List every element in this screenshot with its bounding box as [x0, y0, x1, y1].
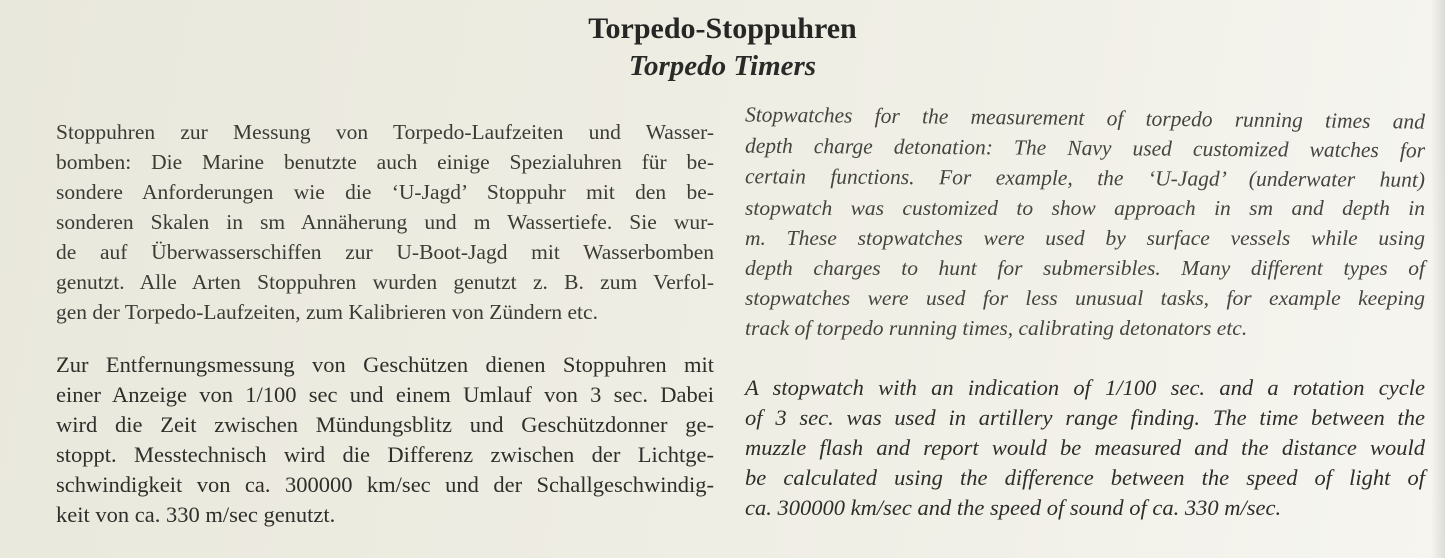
- text-line: ca. 300000 km/sec and the speed of sound of ca. 330 m/sec.: [745, 495, 1282, 520]
- text-line: de auf Überwasserschiffen zur U-Boot-Jagd mit Wasserbomben: [56, 240, 714, 264]
- text-line: be calculated using the difference between the speed of light of: [745, 465, 1425, 490]
- text-line: schwindigkeit von ca. 300000 km/sec und der Schallgeschwindig-: [56, 472, 714, 497]
- page-title: Torpedo-Stoppuhren: [588, 12, 857, 45]
- text-line: gen der Torpedo-Laufzeiten, zum Kalibrieren von Zündern etc.: [56, 300, 598, 324]
- text-line: Stopwatches for the measurement of torpedo running times and: [744, 102, 1426, 134]
- text-line: A stopwatch with an indication of 1/100 sec. and a rotation cycle: [745, 375, 1425, 400]
- text-line: stopwatches were used for less unusual tasks, for example keeping: [745, 286, 1425, 310]
- text-line: m. These stopwatches were used by surface vessels while using: [745, 226, 1425, 250]
- english-paragraph-1: [745, 103, 1425, 343]
- text-line: certain functions. For example, the ‘U-Jagd’ (underwater hunt): [744, 164, 1426, 192]
- text-line: keit von ca. 330 m/sec genutzt.: [56, 502, 336, 527]
- text-line: depth charge detonation: The Navy used customized watches for: [744, 133, 1426, 163]
- text-line: stopwatch was customized to show approach in sm and depth in: [745, 196, 1425, 220]
- text-line: Zur Entfernungsmessung von Geschützen dienen Stoppuhren mit: [56, 352, 714, 377]
- text-line: genutzt. Alle Arten Stoppuhren wurden genutzt z. B. zum Verfol-: [56, 270, 714, 294]
- text-line: muzzle flash and report would be measured and the distance would: [745, 435, 1425, 460]
- text-line: bomben: Die Marine benutzte auch einige Spezialuhren für be-: [56, 150, 714, 174]
- text-line: wird die Zeit zwischen Mündungsblitz und Geschützdonner ge-: [56, 412, 714, 437]
- text-line: Stoppuhren zur Messung von Torpedo-Laufzeiten und Wasser-: [56, 120, 714, 144]
- page-subtitle: Torpedo Timers: [628, 50, 817, 82]
- english-paragraph-2: [745, 373, 1425, 523]
- page-edge-shadow: [1431, 0, 1445, 558]
- german-paragraph-2: [56, 350, 714, 530]
- text-line: track of torpedo running times, calibrating detonators etc.: [745, 316, 1248, 340]
- german-paragraph-1: [56, 117, 714, 327]
- text-line: of 3 sec. was used in artillery range finding. The time between the: [745, 405, 1425, 430]
- text-line: sondere Anforderungen wie die ‘U-Jagd’ Stoppuhr mit den be-: [56, 180, 714, 204]
- text-line: sonderen Skalen in sm Annäherung und m Wassertiefe. Sie wur-: [56, 210, 714, 234]
- text-line: stoppt. Messtechnisch wird die Differenz zwischen der Lichtge-: [56, 442, 714, 467]
- text-line: depth charges to hunt for submersibles. Many different types of: [745, 256, 1425, 280]
- text-line: einer Anzeige von 1/100 sec und einem Umlauf von 3 sec. Dabei: [56, 382, 714, 407]
